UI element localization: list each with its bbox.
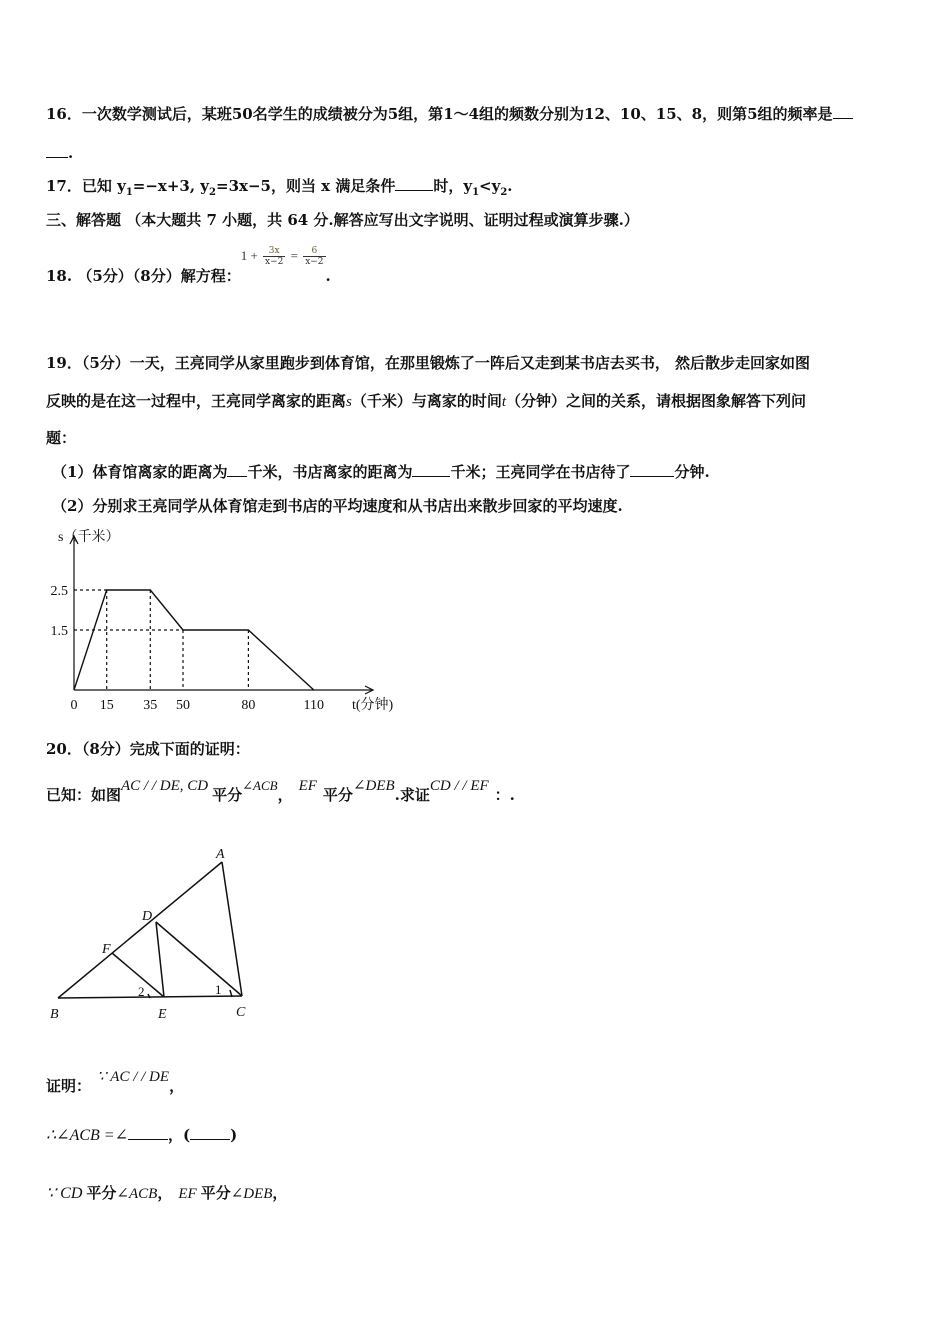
question-16-continued: . [46,143,73,162]
x-tick-label: 50 [176,698,190,713]
label-E: E [158,1007,167,1022]
y-tick-label: 2.5 [50,584,68,599]
distance-time-chart [40,525,420,720]
segment-CD [156,922,242,996]
y-tick-label: 1.5 [50,624,68,639]
q16-text: 16．一次数学测试后，某班50名学生的成绩被分为5组，第1～4组的频数分别为12、10、15、8，则第5组的频率是 [46,105,833,123]
question-19-sub-1: （1）体育馆离家的距离为 千米，书店离家的距离为 千米；王亮同学在书店待了 分钟. [52,463,710,481]
question-18: 18. （5分）（8分）解方程：1 + $\frac{3x}{x-2}$ = $\frac{6}{x-2}$ . [46,245,331,285]
q18-fraction-1: $\frac{3x}{x-2}$ [265,245,284,267]
section-3-heading: 三、解答题 （本大题共 7 小题，共 64 分.解答应写出文字说明、证明过程或演算步骤.） [46,211,639,229]
angle-label-1: 1 [215,982,222,997]
question-19-line-2: 反映的是在这一过程中，王亮同学离家的距离s（千米）与离家的时间t（分钟）之间的关系，请根据图象解答下列问 [46,392,807,410]
proof-blank-1[interactable] [128,1125,168,1140]
question-20-title: 20．（8分）完成下面的证明： [46,740,250,758]
label-F: F [102,942,111,957]
question-19-line-3: 题： [46,429,77,447]
question-16 [46,103,853,124]
x-axis-label: t(分钟) [352,698,394,713]
proof-line-3: ∵ CD 平分∠ACB， EF 平分∠DEB， [46,1184,288,1202]
x-tick-label: 80 [241,698,256,713]
proof-line-2: ∴∠ACB =∠ ，( ) [46,1126,238,1144]
q19-blank-1[interactable] [227,462,247,477]
q18-fraction-2: $\frac{6}{x-2}$ [305,245,324,267]
q16-answer-blank-cont[interactable] [46,143,68,158]
q17-answer-blank[interactable] [395,176,433,191]
distance-time-line [74,590,314,690]
triangle-figure [40,840,270,1030]
x-tick-label: 15 [99,698,114,713]
proof-line-1: 证明： ∵ AC / / DE， [46,1069,185,1095]
label-D: D [142,909,153,924]
label-C: C [236,1005,246,1020]
q19-blank-2[interactable] [412,462,450,477]
label-A: A [216,847,225,862]
y-axis-label: s（千米） [58,530,120,545]
x-tick-label: 35 [143,698,158,713]
x-tick-label: 110 [303,698,325,713]
angle-label-2: 2 [138,984,145,999]
proof-blank-2[interactable] [190,1125,230,1140]
question-19-line-1: 19．（5分）一天，王亮同学从家里跑步到体育馆，在那里锻炼了一阵后又走到某书店去买书， 然后散步走回家如图 [46,354,811,372]
q16-answer-blank[interactable] [833,104,853,119]
x-tick-label: 0 [70,698,78,713]
segment-AC [222,862,242,996]
segment-DE [156,922,164,997]
question-20-given: 已知：如图AC / / DE, CD 平分∠ACB， EF 平分∠DEB.求证CD / / EF ：. [46,778,515,804]
q19-blank-3[interactable] [630,462,674,477]
question-17: 17．已知 $y_1=-x+3$, $y_2=3x-5$，则当 x 满足条件 时，$y_1<y_2$. [46,177,513,198]
question-19-sub-2: （2）分别求王亮同学从体育馆走到书店的平均速度和从书店出来散步回家的平均速度. [52,497,623,515]
label-B: B [50,1007,59,1022]
